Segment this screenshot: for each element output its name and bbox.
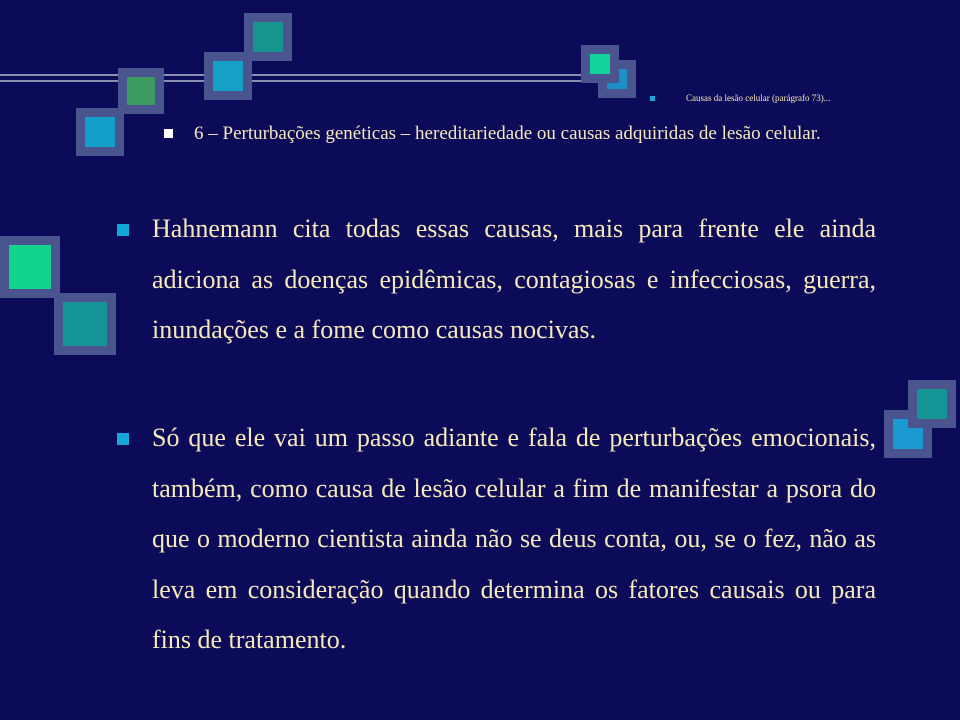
bullet-icon [164,129,173,138]
decorative-square [244,13,292,61]
decorative-square [118,68,164,114]
decorative-square [908,380,956,428]
decorative-square [0,236,60,298]
decorative-square [581,45,619,83]
bullet-text: Só que ele vai um passo adiante e fala de perturbações emocionais, também, como causa de lesão celular a fim de manifestar a psora do que o moderno cientista ainda não se deus conta, ou, se o fez, não as leva em consideração quando determina os fatores causais ou para fins de tratamento. [152,423,876,654]
decorative-line-bottom [0,80,610,82]
bullet-text: 6 – Perturbações genéticas – hereditariedade ou causas adquiridas de lesão celular. [194,123,821,144]
decorative-square [76,108,124,156]
bullet-icon [650,96,655,101]
bullet-icon [117,433,129,445]
header-note: Causas da lesão celular (parágrafo 73)... [686,93,831,103]
decorative-square [54,293,116,355]
decorative-line-top [0,74,610,76]
bullet-text: Hahnemann cita todas essas causas, mais para frente ele ainda adiciona as doenças epidêmicas, contagiosas e infecciosas, guerra, inundações e a fome como causas nocivas. [152,214,876,344]
bullet-icon [117,224,129,236]
